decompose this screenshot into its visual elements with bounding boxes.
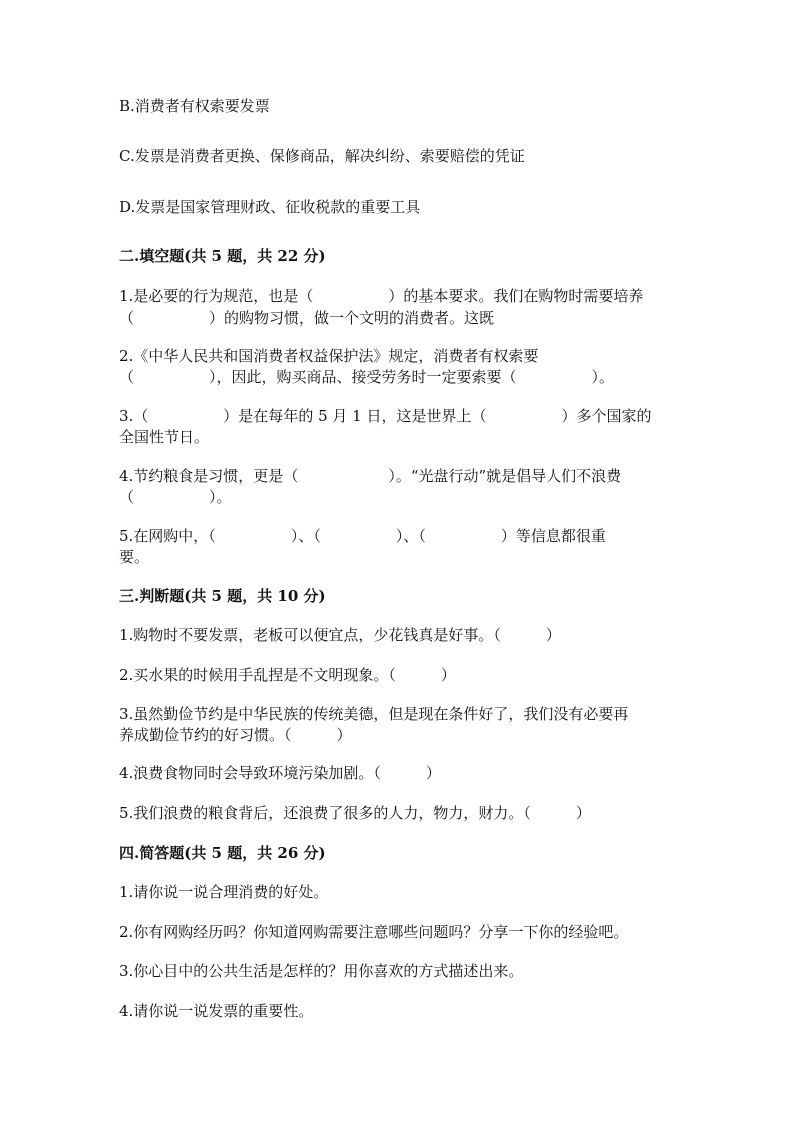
short-question-3: 3.你心目中的公共生活是怎样的？用你喜欢的方式描述出来。 xyxy=(119,962,524,980)
fill-question-4-line-2: （ ）。 xyxy=(119,488,232,506)
fill-question-1-line-1: 1.是必要的行为规范，也是（ ）的基本要求。我们在购物时需要培养 xyxy=(119,287,644,305)
fill-question-5-line-1: 5.在网购中，（ ）、（ ）、（ ）等信息都很重 xyxy=(119,527,606,545)
option-b: B.消费者有权索要发票 xyxy=(119,97,270,115)
option-c: C.发票是消费者更换、保修商品，解决纠纷、索要赔偿的凭证 xyxy=(119,147,525,165)
fill-question-2-line-1: 2.《中华人民共和国消费者权益保护法》规定，消费者有权索要 xyxy=(119,347,539,365)
section-heading-fill-in: 二.填空题(共 5 题，共 22 分) xyxy=(119,247,326,265)
short-question-2: 2.你有网购经历吗？你知道网购需要注意哪些问题吗？分享一下你的经验吧。 xyxy=(119,923,629,941)
fill-question-3-line-1: 3.（ ）是在每年的 5 月 1 日，这是世界上（ ）多个国家的 xyxy=(119,407,652,425)
fill-question-1-line-2: （ ）的购物习惯，做一个文明的消费者。这既 xyxy=(119,309,495,327)
fill-question-3-line-2: 全国性节日。 xyxy=(119,428,210,446)
short-question-4: 4.请你说一说发票的重要性。 xyxy=(119,1002,314,1020)
fill-question-2-line-2: （ ），因此，购买商品、接受劳务时一定要索要（ ）。 xyxy=(119,368,615,386)
fill-question-4-line-1: 4.节约粮食是习惯，更是（ ）。“光盘行动”就是倡导人们不浪费 xyxy=(119,467,622,485)
judge-question-2: 2.买水果的时候用手乱捏是不文明现象。（ ） xyxy=(119,666,456,684)
section-heading-short-answer: 四.简答题(共 5 题，共 26 分) xyxy=(119,844,326,862)
judge-question-3-line-2: 养成勤俭节约的好习惯。（ ） xyxy=(119,726,352,744)
judge-question-5: 5.我们浪费的粮食背后，还浪费了很多的人力，物力，财力。（ ） xyxy=(119,804,591,822)
fill-question-5-line-2: 要。 xyxy=(119,548,150,566)
judge-question-1: 1.购物时不要发票，老板可以便宜点，少花钱真是好事。（ ） xyxy=(119,626,561,644)
judge-question-4: 4.浪费食物同时会导致环境污染加剧。（ ） xyxy=(119,764,441,782)
section-heading-true-false: 三.判断题(共 5 题，共 10 分) xyxy=(119,587,326,605)
option-d: D.发票是国家管理财政、征收税款的重要工具 xyxy=(119,198,421,216)
judge-question-3-line-1: 3.虽然勤俭节约是中华民族的传统美德，但是现在条件好了，我们没有必要再 xyxy=(119,705,629,723)
short-question-1: 1.请你说一说合理消费的好处。 xyxy=(119,883,329,901)
